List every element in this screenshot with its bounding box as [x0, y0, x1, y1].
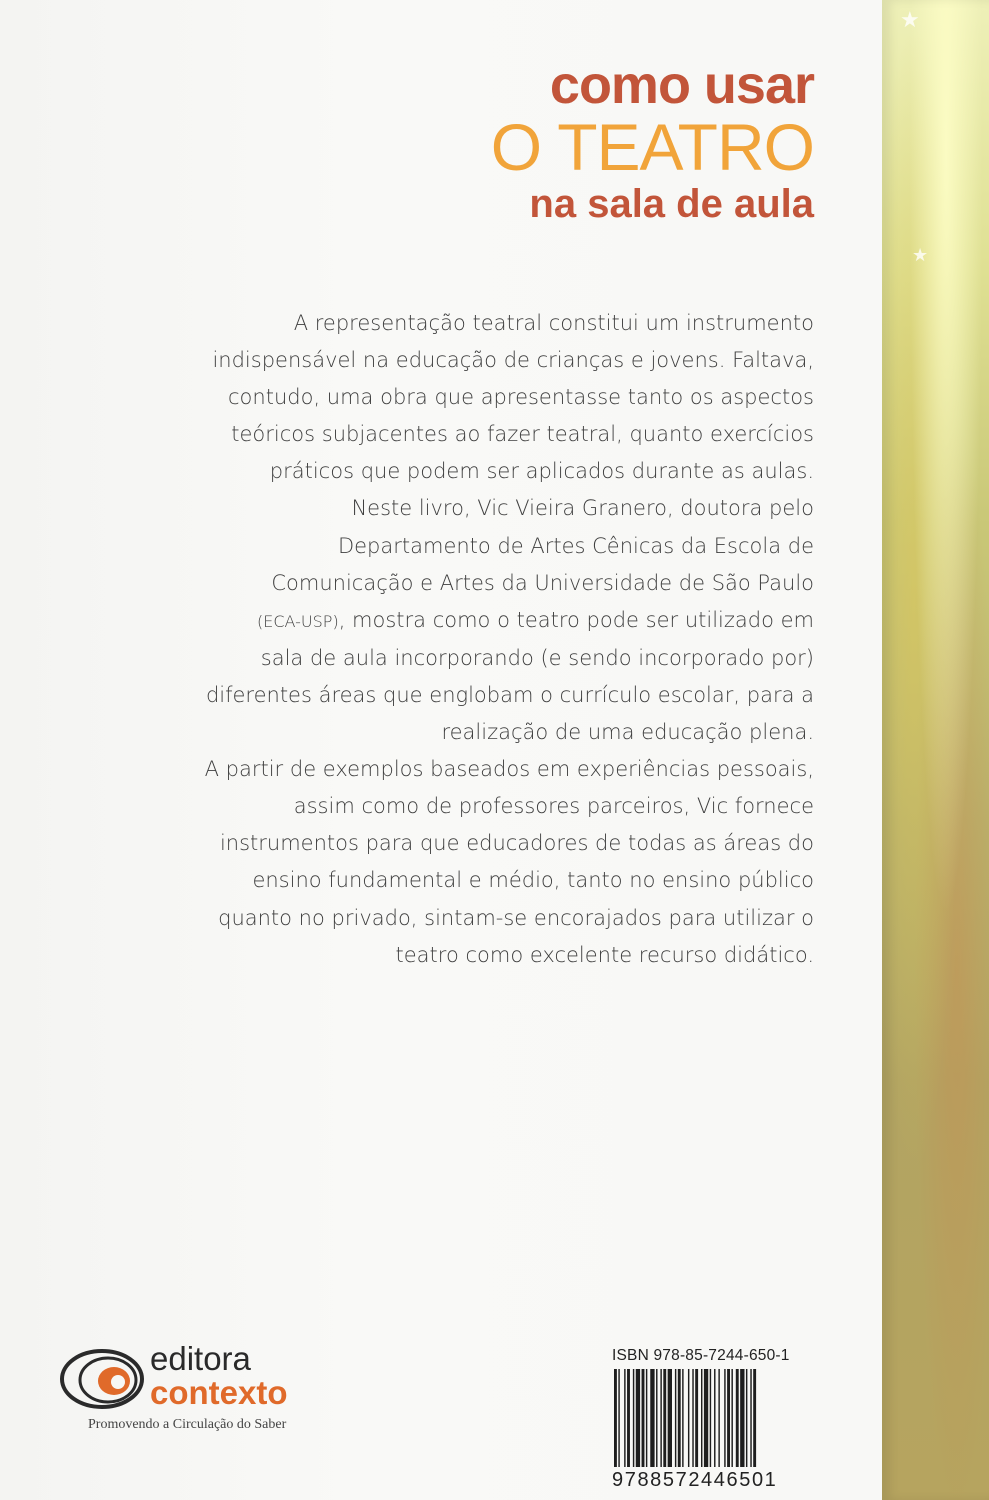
barcode-bar [731, 1369, 732, 1467]
barcode-bar [714, 1369, 715, 1467]
barcode-bar [633, 1369, 634, 1467]
barcode-bar [724, 1369, 725, 1467]
barcode-bar [650, 1369, 654, 1467]
barcode-bar [688, 1369, 689, 1467]
eca-usp-abbreviation: (ECA-USP) [257, 611, 339, 631]
barcode-bar [618, 1369, 619, 1467]
barcode-bar [704, 1369, 708, 1467]
star-icon: ★ [900, 8, 920, 33]
description-line: instrumentos para que educadores de todas as áreas do [219, 831, 814, 856]
book-title [490, 55, 814, 226]
description-line: teatro como excelente recurso didático. [395, 942, 814, 967]
description-line: Departamento de Artes Cênicas da Escola de [337, 533, 814, 558]
barcode-bar [642, 1369, 645, 1467]
description-line: assim como de professores parceiros, Vic fornece [293, 794, 814, 819]
barcode-bar [675, 1369, 676, 1467]
description-line: Neste livro, Vic Vieira Granero, doutora pelo [351, 496, 814, 521]
publisher-logo-icon [58, 1344, 154, 1414]
description-line: A partir de exemplos baseados em experiências pessoais, [204, 757, 814, 782]
barcode-bar [660, 1369, 661, 1467]
barcode-bar [678, 1369, 681, 1467]
barcode-area [612, 1347, 814, 1492]
barcode-bar [692, 1369, 693, 1467]
description-line: ensino fundamental e médio, tanto no ensino público [252, 868, 814, 893]
description-line: quanto no privado, sintam-se encorajados para utilizar o [218, 905, 814, 930]
description-line: diferentes áreas que englobam o currículo escolar, para a [205, 682, 814, 707]
description-line-rest: , mostra como o teatro pode ser utilizado em [338, 607, 814, 632]
barcode-bar [668, 1369, 672, 1467]
barcode-bar [746, 1369, 747, 1467]
description-line: A representação teatral constitui um instrumento [293, 311, 814, 335]
barcode-bar [636, 1369, 640, 1467]
description-line-eca [134, 602, 814, 640]
barcode-bar [701, 1369, 702, 1467]
barcode-bar [682, 1369, 683, 1467]
barcode-bar [753, 1369, 756, 1467]
title-line-3: na sala de aula [529, 182, 814, 226]
barcode-bar [614, 1369, 617, 1467]
cover-spine-art [882, 0, 989, 1500]
description-line: contudo, uma obra que apresentasse tanto os aspectos [228, 385, 814, 410]
title-line-1: como usar [549, 55, 814, 115]
publisher-name-editora: editora [150, 1340, 251, 1377]
barcode-bar [736, 1369, 739, 1467]
isbn-number: ISBN 978-85-7244-650-1 [612, 1347, 790, 1364]
description-line: sala de aula incorporando (e sendo incorporado por) [260, 645, 814, 670]
description-line: teóricos subjacentes ao fazer teatral, quanto exercícios [231, 422, 814, 447]
barcode-bar [656, 1369, 657, 1467]
barcode-bar [627, 1369, 630, 1467]
publisher-name-contexto: contexto [150, 1374, 288, 1411]
barcode-bar [727, 1369, 730, 1467]
barcode-bar [718, 1369, 719, 1467]
barcode [612, 1369, 812, 1467]
book-description [134, 305, 814, 974]
title-line-2: O TEATRO [490, 110, 814, 184]
description-line: Comunicação e Artes da Universidade de São Paulo [271, 570, 814, 595]
barcode-bar [710, 1369, 711, 1467]
star-icon: ★ [912, 245, 929, 266]
barcode-bar [663, 1369, 666, 1467]
description-line: realização de uma educação plena. [441, 720, 814, 745]
description-line: práticos que podem ser aplicados durante as aulas. [269, 459, 814, 484]
publisher-logo [58, 1340, 328, 1435]
barcode-digits: 9788572446501 [612, 1469, 778, 1491]
barcode-bar [646, 1369, 647, 1467]
barcode-bar [624, 1369, 625, 1467]
description-line: indispensável na educação de crianças e jovens. Faltava, [212, 348, 814, 373]
barcode-bar [750, 1369, 751, 1467]
publisher-tagline: Promovendo a Circulação do Saber [88, 1417, 287, 1432]
barcode-bar [740, 1369, 744, 1467]
barcode-bar [695, 1369, 698, 1467]
